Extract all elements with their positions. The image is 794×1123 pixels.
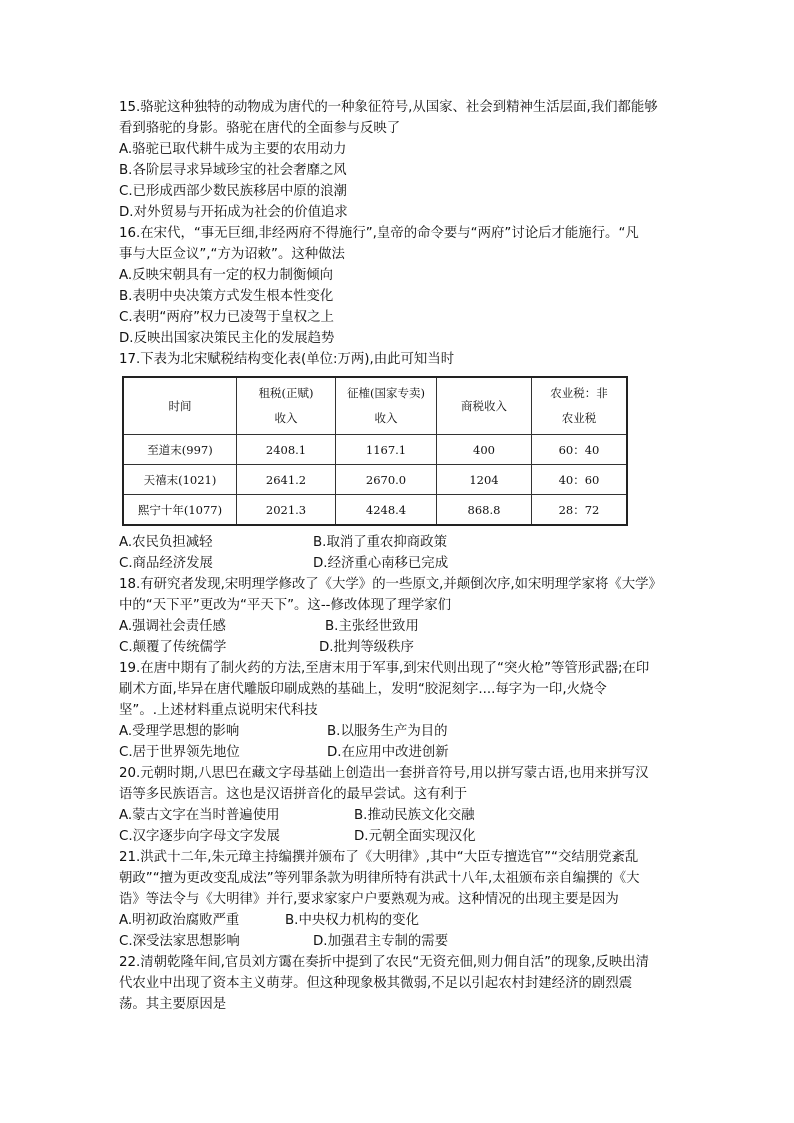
table-cell: 4248.4 [336, 495, 437, 526]
q22-stem-line-2: 代农业中出现了资本主义萌芽。但这种现象极其微弱,不足以引起农村封建经济的剧烈震 [119, 976, 633, 991]
q16-option-b: B.表明中央决策方式发生根本性变化 [119, 289, 334, 304]
table-cell: 2670.0 [336, 465, 437, 495]
q20-option-b: B.推动民族文化交融 [354, 808, 475, 823]
table-cell: 熙宁十年(1077) [123, 495, 237, 526]
table-header-row [123, 377, 627, 435]
table-cell: 1167.1 [336, 435, 437, 465]
q15-option-a: A.骆驼已取代耕牛成为主要的农用动力 [119, 142, 347, 157]
table-cell: 2021.3 [237, 495, 336, 526]
table-row [123, 435, 627, 465]
q20-option-c: C.汉字逐步向字母文字发展 [119, 829, 280, 844]
q16-stem-line-2: 事与大臣佥议”,“方为诏敕”。这种做法 [119, 247, 345, 262]
header-rent-tax: 租税(正赋) 收入 [237, 377, 336, 435]
q19-option-c: C.居于世界领先地位 [119, 745, 240, 760]
q17-stem: 17.下表为北宋赋税结构变化表(单位:万两),由此可知当时 [119, 352, 455, 367]
header-ratio: 农业税：非 农业税 [532, 377, 628, 435]
table-row [123, 495, 627, 526]
q19-option-b: B.以服务生产为目的 [327, 724, 448, 739]
q15-stem-line-1: 15.骆驼这种独特的动物成为唐代的一种象征符号,从国家、社会到精神生活层面,我们都能够 [119, 100, 658, 115]
q22-stem-line-3: 荡。其主要原因是 [119, 997, 227, 1012]
q20-stem-line-2: 语等多民族语言。这也是汉语拼音化的最早尝试。这有利于 [119, 787, 468, 802]
table-row [123, 465, 627, 495]
table-cell: 40：60 [532, 465, 628, 495]
q21-option-b: B.中央权力机构的变化 [285, 913, 419, 928]
header-time: 时间 [123, 377, 237, 435]
table-cell: 天禧末(1021) [123, 465, 237, 495]
table-cell: 28：72 [532, 495, 628, 526]
table-cell: 400 [437, 435, 532, 465]
q16-option-c: C.表明“两府”权力已凌驾于皇权之上 [119, 310, 334, 325]
q21-option-c: C.深受法家思想影响 [119, 934, 240, 949]
q17-option-c: C.商品经济发展 [119, 556, 213, 571]
q16-option-d: D.反映出国家决策民主化的发展趋势 [119, 331, 335, 346]
q17-option-b: B.取消了重农抑商政策 [313, 535, 447, 550]
q21-option-a: A.明初政治腐败严重 [119, 913, 240, 928]
q18-option-b: B.主张经世致用 [325, 619, 419, 634]
table-cell: 868.8 [437, 495, 532, 526]
q20-stem-line-1: 20.元朝时期,八思巴在藏文字母基础上创造出一套拼音符号,用以拼写蒙古语,也用来拼写汉 [119, 766, 649, 781]
table-cell: 2408.1 [237, 435, 336, 465]
q18-stem-line-1: 18.有研究者发现,宋明理学修改了《大学》的一些原文,并颠倒次序,如宋明理学家将《大学》 [119, 577, 662, 592]
q19-stem-line-2: 刷术方面,毕异在唐代雕版印刷成熟的基础上，发明“胶泥刻字....每字为一印,火烧令 [119, 682, 607, 697]
q19-stem-line-1: 19.在唐中期有了制火药的方法,至唐末用于军事,到宋代则出现了“突火枪”等管形武器;在印 [119, 661, 650, 676]
table-cell: 60：40 [532, 435, 628, 465]
table-cell: 1204 [437, 465, 532, 495]
q21-option-d: D.加强君主专制的需要 [313, 934, 449, 949]
q21-stem-line-3: 诰》等法令与《大明律》并行,要求家家户户要熟观为戒。这种情况的出现主要是因为 [119, 892, 619, 907]
q18-option-a: A.强调社会责任感 [119, 619, 226, 634]
q22-stem-line-1: 22.清朝乾隆年间,官员刘方霭在奏折中提到了农民“无资充佃,则力佣自活”的现象,反映出清 [119, 955, 649, 970]
q15-option-b: B.各阶层寻求异域珍宝的社会奢靡之风 [119, 163, 347, 178]
q18-option-d: D.批判等级秩序 [319, 640, 414, 655]
q16-stem-line-1: 16.在宋代，“事无巨细,非经两府不得施行”,皇帝的命令要与“两府”讨论后才能施行。“凡 [119, 226, 639, 241]
header-commercial-tax: 商税收入 [437, 377, 532, 435]
table-cell: 至道末(997) [123, 435, 237, 465]
q15-option-c: C.已形成西部少数民族移居中原的浪潮 [119, 184, 347, 199]
header-monopoly: 征榷(国家专卖) 收入 [336, 377, 437, 435]
q17-option-d: D.经济重心南移已完成 [313, 556, 449, 571]
q21-stem-line-2: 朝政”“擅为更改变乱成法”等列罪条款为明律所特有洪武十八年,太祖颁布亲自编撰的《大 [119, 871, 640, 886]
q18-option-c: C.颠覆了传统儒学 [119, 640, 227, 655]
q15-stem-line-2: 看到骆驼的身影。骆驼在唐代的全面参与反映了 [119, 121, 401, 136]
q20-option-d: D.元朝全面实现汉化 [354, 829, 476, 844]
q20-option-a: A.蒙古文字在当时普遍使用 [119, 808, 280, 823]
q15-option-d: D.对外贸易与开拓成为社会的价值追求 [119, 205, 348, 220]
q17-option-a: A.农民负担减轻 [119, 535, 213, 550]
q18-stem-line-2: 中的“天下平”更改为“平天下”。这--修改体现了理学家们 [119, 598, 452, 613]
q16-option-a: A.反映宋朝具有一定的权力制衡倾向 [119, 268, 334, 283]
q19-option-a: A.受理学思想的影响 [119, 724, 240, 739]
q19-option-d: D.在应用中改进创新 [327, 745, 449, 760]
tax-structure-table [122, 376, 628, 526]
table-cell: 2641.2 [237, 465, 336, 495]
q21-stem-line-1: 21.洪武十二年,朱元璋主持编撰并颁布了《大明律》,其中“大臣专擅选官”“交结朋党紊乱 [119, 850, 639, 865]
q19-stem-line-3: 坚”。.上述材料重点说明宋代科技 [119, 703, 318, 718]
